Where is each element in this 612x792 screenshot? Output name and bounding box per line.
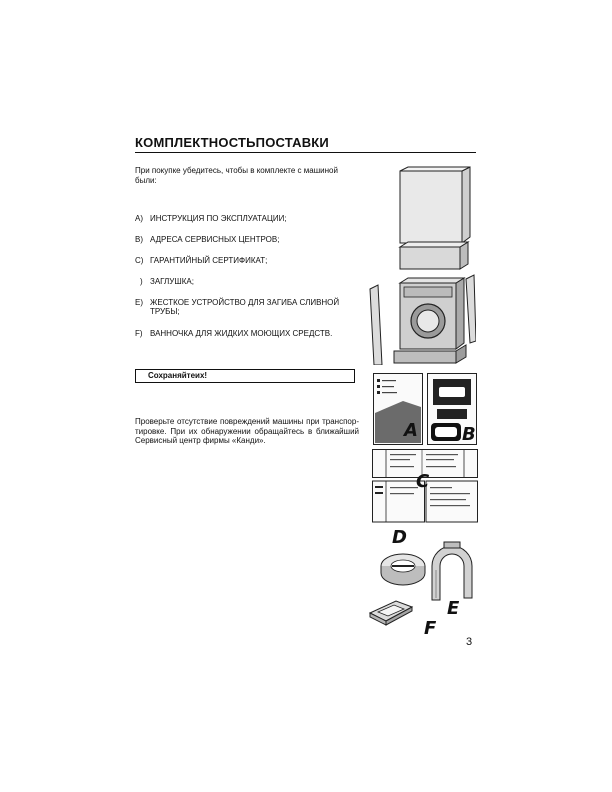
- list-text: ЗАГЛУШКА;: [150, 277, 194, 286]
- list-text: ВАННОЧКА ДЛЯ ЖИДКИХ МОЮЩИХ СРЕДСТВ.: [150, 329, 333, 338]
- section-title: КОМПЛЕКТНОСТЬПОСТАВКИ: [135, 135, 329, 150]
- list-marker: ): [140, 277, 143, 286]
- list-marker: E): [135, 298, 143, 307]
- damage-note: Проверьте отсутствие повреждений машины при транспор-тировке. При их обнаружении обращайтесь в ближайший Сервисный центр фирмы «Канди».: [135, 417, 359, 445]
- list-text: ГАРАНТИЙНЫЙ СЕРТИФИКАТ;: [150, 256, 268, 265]
- page-number: 3: [466, 636, 473, 648]
- list-text: ЖЕСТКОЕ УСТРОЙСТВО ДЛЯ ЗАГИБА СЛИВНОЙ ТРУБЫ;: [150, 298, 340, 316]
- detergent-tray-illustration: [366, 597, 416, 627]
- list-marker: B): [135, 235, 143, 244]
- intro-text: При покупке убедитесь, чтобы в комплекте с машиной были:: [135, 166, 338, 185]
- list-text: ИНСТРУКЦИЯ ПО ЭКСПЛУАТАЦИИ;: [150, 214, 287, 223]
- list-marker: C): [135, 256, 144, 265]
- title-rule: [135, 152, 476, 153]
- washing-machine-illustration: [364, 165, 476, 365]
- figure-label-e: E: [447, 598, 460, 619]
- figure-label-c: C: [416, 471, 430, 492]
- list-text: АДРЕСА СЕРВИСНЫХ ЦЕНТРОВ;: [150, 235, 280, 244]
- figure-label-d: D: [392, 527, 407, 548]
- list-marker: F): [135, 329, 143, 338]
- cap-illustration: [378, 546, 428, 586]
- keep-notice-box: Сохраняйтеих!: [135, 369, 355, 383]
- figure-label-f: F: [424, 618, 437, 639]
- pipe-bend-holder-illustration: [424, 540, 480, 602]
- figure-label-b: B: [462, 424, 476, 445]
- list-marker: A): [135, 214, 143, 223]
- figure-label-a: A: [404, 420, 418, 441]
